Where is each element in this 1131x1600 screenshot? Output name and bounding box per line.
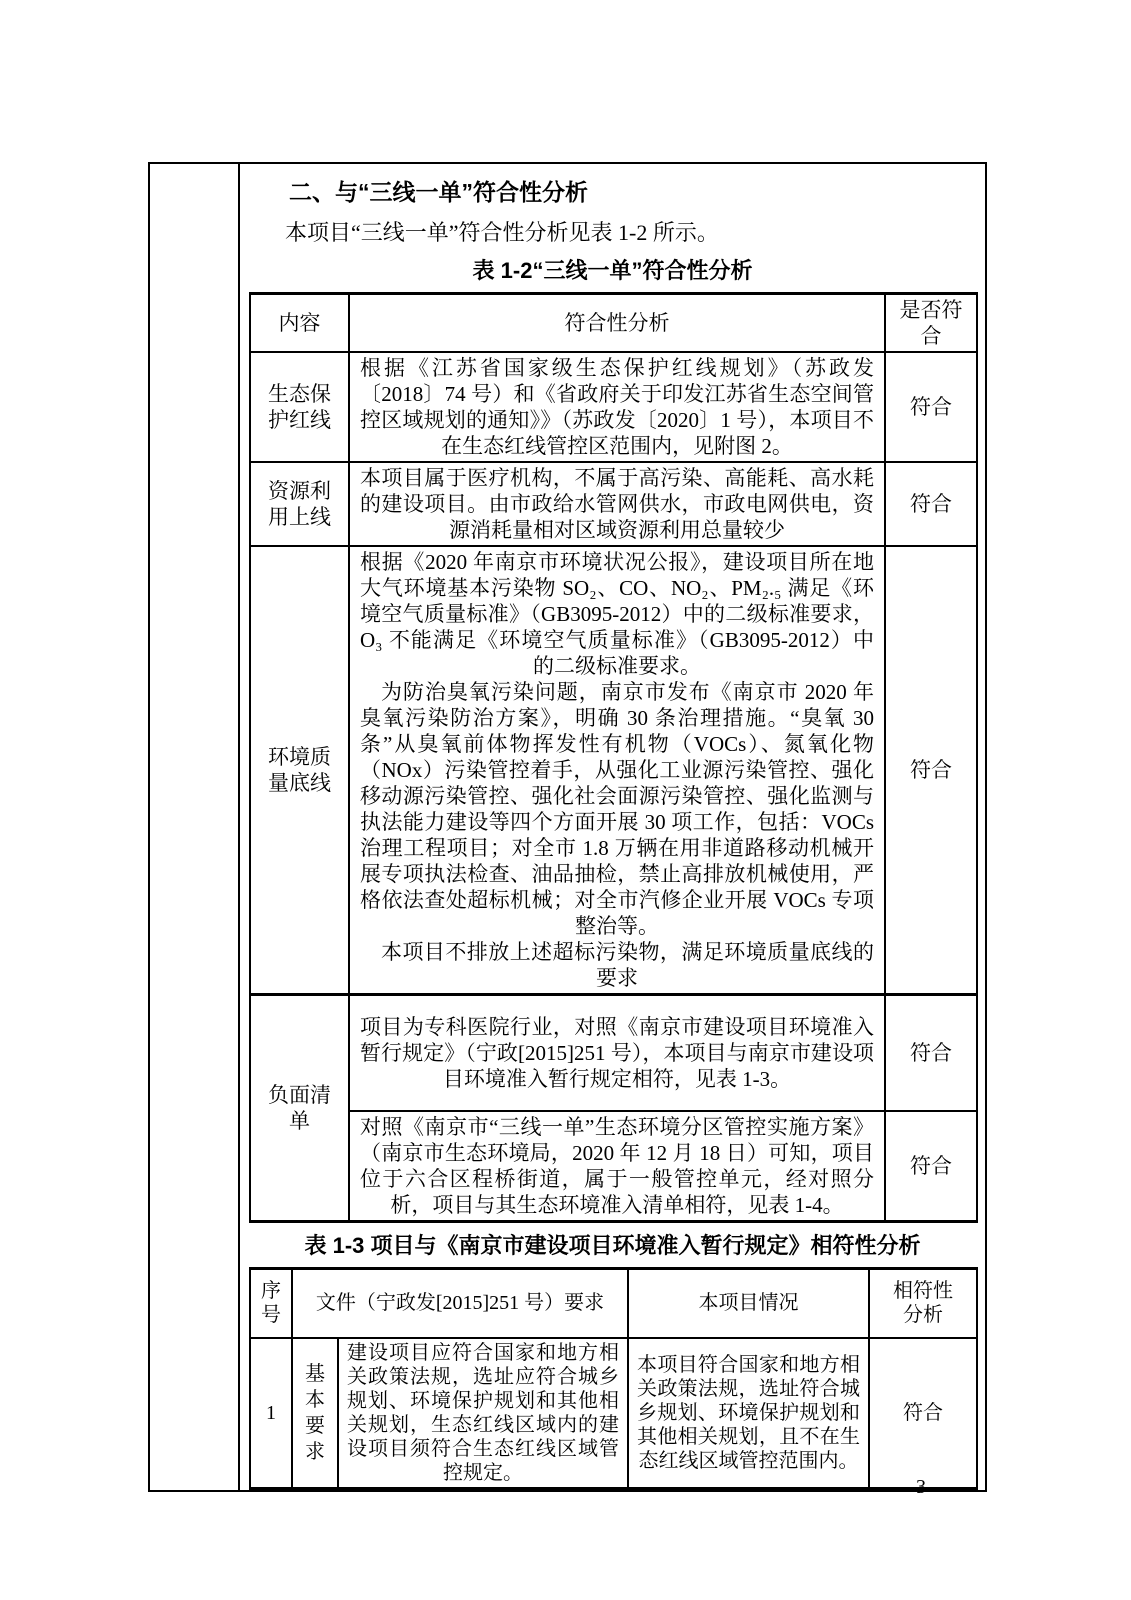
table-1-2: [249, 292, 978, 1223]
analysis-cell-eco-redline: [349, 352, 885, 462]
content-column: [240, 164, 985, 1490]
cell-project-situation: [628, 1338, 869, 1489]
table-row-negative-list-2: [250, 1111, 977, 1222]
analysis-cell-resource-limit: [349, 462, 885, 546]
header-cell-project: 本项目情况: [628, 1268, 869, 1338]
side-label-column: [150, 164, 240, 1490]
section-heading: 二、与“三线一单”符合性分析: [289, 179, 588, 205]
status-cell-negative-list-1: 符合: [885, 995, 977, 1111]
header-cell-conformity: 相符性分析: [869, 1268, 977, 1338]
status-cell-env-quality: 符合: [885, 546, 977, 995]
table-row-negative-list-1: [250, 995, 977, 1111]
page-number: —3—: [895, 1476, 948, 1498]
analysis-text: 对照《南京市“三线一单”生态环境分区管控实施方案》（南京市生态环境局，2020 年 12 月 18 日）可知，项目位于六合区程桥街道，属于一般管控单元，经对照分析，项目与其生态环境准入清单相符，见表 1-4。: [360, 1114, 874, 1217]
table-row-basic-requirement: [250, 1338, 977, 1489]
table-1-3: [249, 1267, 978, 1491]
row-label-resource-limit: 资源利用上线: [250, 462, 349, 546]
requirement-text: 建设项目应符合国家和地方相关政策法规，选址应符合城乡规划、环境保护规划和其他相关规划，生态红线区域内的建设项目须符合生态红线区域管控规定。: [347, 1342, 620, 1484]
project-situation-text: 本项目符合国家和地方相关政策法规，选址符合城乡规划、环境保护规划和其他相关规划，且不在生态红线区域管控范围内。: [637, 1354, 861, 1472]
analysis-paragraph-2: 为防治臭氧污染问题，南京市发布《南京市 2020 年臭氧污染防治方案》，明确 30 条治理措施。“臭氧 30 条”从臭氧前体物挥发性有机物（VOCs）、氮氧化物（NOx）污染管控着手，从强化工业源污染管控、强化移动源污染管控、强化社会面源污染管控、强化监测与执法能力建设等四个方面开展 30 项工作，包括：VOCs 治理工程项目；对全市 1.8 万辆在用非道路移动机械开展专项执法检查、油品抽检，禁止高排放机械使用，严格依法查处超标机械；对全市汽修企业开展 VOCs 专项整治等。: [360, 680, 874, 938]
header-cell-content: 内容: [250, 294, 349, 353]
table-row-eco-redline: [250, 352, 977, 462]
cell-category-label: 基本要求: [292, 1338, 338, 1489]
status-cell-negative-list-2: 符合: [885, 1111, 977, 1222]
table-1-3-header-row: [250, 1268, 977, 1338]
header-cell-analysis: 符合性分析: [349, 294, 885, 353]
row-label-negative-list: 负面清单: [250, 995, 349, 1222]
analysis-text: 根据《江苏省国家级生态保护红线规划》（苏政发〔2018〕74 号）和《省政府关于印发江苏省生态空间管控区域规划的通知》》（苏政发〔2020〕1 号），本项目不在生态红线管控区范围内，见附图 2。: [360, 356, 874, 458]
status-cell-eco-redline: 符合: [885, 352, 977, 462]
analysis-cell-env-quality: [349, 546, 885, 995]
status-cell-resource-limit: 符合: [885, 462, 977, 546]
form-outer-box: [148, 162, 987, 1492]
intro-paragraph: 本项目“三线一单”符合性分析见表 1-2 所示。: [285, 220, 719, 245]
table-row-env-quality: [250, 546, 977, 995]
analysis-paragraph-3: 本项目不排放上述超标污染物，满足环境质量底线的要求: [381, 940, 874, 990]
header-cell-status: 是否符合: [885, 294, 977, 353]
row-label-eco-redline: 生态保护红线: [250, 352, 349, 462]
analysis-cell-negative-list-1: [349, 995, 885, 1111]
cell-row-number: 1: [250, 1338, 292, 1489]
cell-requirement-text: [338, 1338, 628, 1489]
analysis-text: 本项目属于医疗机构，不属于高污染、高能耗、高水耗的建设项目。由市政给水管网供水，市政电网供电，资源消耗量相对区域资源利用总量较少: [360, 466, 874, 542]
table-1-2-header-row: [250, 294, 977, 353]
analysis-cell-negative-list-2: [349, 1111, 885, 1222]
analysis-paragraph-1: 根据《2020 年南京市环境状况公报》，建设项目所在地大气环境基本污染物 SO₂、CO、NO₂、PM₂.₅ 满足《环境空气质量标准》（GB3095-2012）中的二级标准要求，O₃ 不能满足《环境空气质量标准》（GB3095-2012）中的二级标准要求。: [360, 550, 874, 678]
table-row-resource-limit: [250, 462, 977, 546]
cell-conformity: 符合: [869, 1338, 977, 1489]
header-cell-requirement: 文件（宁政发[2015]251 号）要求: [292, 1268, 628, 1338]
table-1-3-title: 表 1-3 项目与《南京市建设项目环境准入暂行规定》相符性分析: [304, 1232, 921, 1258]
row-label-env-quality: 环境质量底线: [250, 546, 349, 995]
header-cell-number: 序号: [250, 1268, 292, 1338]
analysis-text: 项目为专科医院行业，对照《南京市建设项目环境准入暂行规定》（宁政[2015]251 号），本项目与南京市建设项目环境准入暂行规定相符，见表 1-3。: [360, 1014, 874, 1091]
table-1-2-title: 表 1-2“三线一单”符合性分析: [472, 258, 753, 283]
